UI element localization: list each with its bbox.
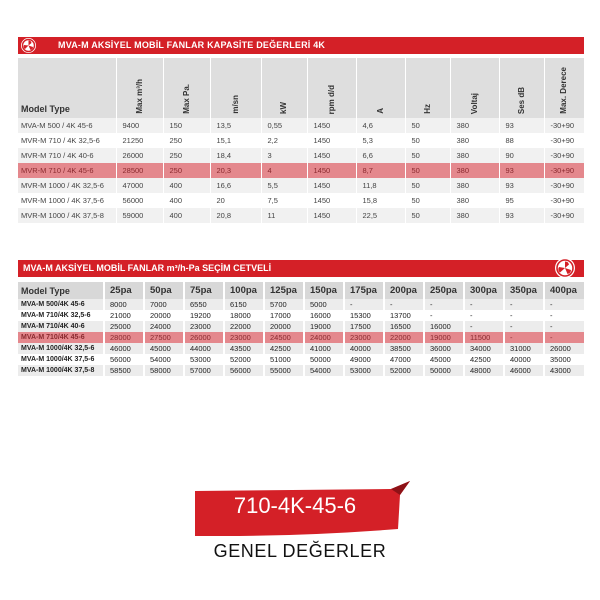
- column-header: [544, 58, 584, 118]
- value-cell: 44000: [184, 343, 224, 354]
- fan-logo-icon: [555, 258, 575, 278]
- value-cell: 24500: [264, 332, 304, 343]
- value-cell: 21250: [116, 133, 163, 148]
- value-cell: 7,5: [261, 193, 307, 208]
- column-header-label: Voltaj: [469, 92, 479, 114]
- value-cell: -: [464, 299, 504, 310]
- column-header: 75pa: [184, 282, 224, 299]
- value-cell: 17000: [264, 310, 304, 321]
- value-cell: 26000: [116, 148, 163, 163]
- value-cell: 24000: [304, 332, 344, 343]
- value-cell: 36000: [424, 343, 464, 354]
- value-cell: 88: [499, 133, 544, 148]
- table-row: [18, 299, 584, 310]
- value-cell: 55000: [264, 365, 304, 376]
- column-header: 150pa: [304, 282, 344, 299]
- value-cell: -: [344, 299, 384, 310]
- column-header-label: A: [375, 108, 385, 114]
- value-cell: 41000: [304, 343, 344, 354]
- value-cell: 46000: [504, 365, 544, 376]
- value-cell: 38500: [384, 343, 424, 354]
- value-cell: 380: [450, 148, 499, 163]
- model-cell: MVR-M 710 / 4K 32,5-6: [18, 133, 116, 148]
- value-cell: 380: [450, 133, 499, 148]
- value-cell: 150: [163, 118, 210, 133]
- value-cell: 4,6: [356, 118, 405, 133]
- value-cell: 27500: [144, 332, 184, 343]
- value-cell: 16000: [424, 321, 464, 332]
- table-row: [18, 310, 584, 321]
- table-row: [18, 193, 584, 208]
- value-cell: 47000: [116, 178, 163, 193]
- value-cell: -30+90: [544, 193, 584, 208]
- value-cell: 56000: [116, 193, 163, 208]
- value-cell: 380: [450, 208, 499, 223]
- value-cell: 13700: [384, 310, 424, 321]
- value-cell: -: [504, 310, 544, 321]
- value-cell: 20,3: [210, 163, 261, 178]
- column-header: [307, 58, 356, 118]
- value-cell: 8,7: [356, 163, 405, 178]
- value-cell: 380: [450, 118, 499, 133]
- value-cell: 5,3: [356, 133, 405, 148]
- table-row: [18, 321, 584, 332]
- capacity-table-title: MVA-M AKSİYEL MOBİL FANLAR KAPASİTE DEĞERLERİ 4K: [58, 40, 326, 50]
- value-cell: 400: [163, 193, 210, 208]
- model-cell: MVA-M 710/4K 45-6: [18, 332, 104, 343]
- value-cell: 380: [450, 163, 499, 178]
- value-cell: 45000: [144, 343, 184, 354]
- table-row-highlighted: [18, 163, 584, 178]
- value-cell: 25000: [104, 321, 144, 332]
- value-cell: 1450: [307, 178, 356, 193]
- value-cell: 1450: [307, 133, 356, 148]
- value-cell: -: [544, 332, 584, 343]
- value-cell: 31000: [504, 343, 544, 354]
- value-cell: 21000: [104, 310, 144, 321]
- value-cell: 22000: [384, 332, 424, 343]
- value-cell: 18000: [224, 310, 264, 321]
- value-cell: 1450: [307, 118, 356, 133]
- section-subtitle: GENEL DEĞERLER: [213, 541, 387, 561]
- column-header-model-type: Model Type: [18, 58, 116, 118]
- value-cell: 7000: [144, 299, 184, 310]
- value-cell: 40000: [504, 354, 544, 365]
- value-cell: 56000: [104, 354, 144, 365]
- value-cell: 49000: [344, 354, 384, 365]
- column-header: [210, 58, 261, 118]
- table-row-highlighted: [18, 332, 584, 343]
- value-cell: 20,8: [210, 208, 261, 223]
- value-cell: 43500: [224, 343, 264, 354]
- value-cell: 35000: [544, 354, 584, 365]
- value-cell: 2,2: [261, 133, 307, 148]
- column-header-label: Ses dB: [516, 86, 526, 114]
- column-header-label: Max. Derece: [559, 67, 569, 114]
- model-cell: MVR-M 1000 / 4K 32,5-6: [18, 178, 116, 193]
- model-cell: MVA-M 710/4K 40-6: [18, 321, 104, 332]
- value-cell: 1450: [307, 163, 356, 178]
- model-cell: MVA-M 1000/4K 37,5-6: [18, 354, 104, 365]
- value-cell: 16500: [384, 321, 424, 332]
- value-cell: 1450: [307, 148, 356, 163]
- value-cell: 23000: [224, 332, 264, 343]
- value-cell: 6150: [224, 299, 264, 310]
- value-cell: 46000: [104, 343, 144, 354]
- value-cell: 56000: [224, 365, 264, 376]
- value-cell: 23000: [184, 321, 224, 332]
- model-cell: MVA-M 500/4K 45-6: [18, 299, 104, 310]
- value-cell: -: [544, 321, 584, 332]
- value-cell: 3: [261, 148, 307, 163]
- value-cell: -30+90: [544, 163, 584, 178]
- model-cell: MVA-M 710/4K 32,5-6: [18, 310, 104, 321]
- value-cell: 28500: [116, 163, 163, 178]
- model-cell: MVR-M 1000 / 4K 37,5-8: [18, 208, 116, 223]
- value-cell: 8000: [104, 299, 144, 310]
- value-cell: 400: [163, 178, 210, 193]
- value-cell: 22,5: [356, 208, 405, 223]
- value-cell: 90: [499, 148, 544, 163]
- value-cell: 13,5: [210, 118, 261, 133]
- value-cell: 16000: [304, 310, 344, 321]
- value-cell: 16,6: [210, 178, 261, 193]
- value-cell: 15,1: [210, 133, 261, 148]
- column-header: [356, 58, 405, 118]
- value-cell: -: [424, 299, 464, 310]
- value-cell: 6,6: [356, 148, 405, 163]
- value-cell: -: [504, 321, 544, 332]
- value-cell: 20000: [264, 321, 304, 332]
- value-cell: -: [464, 321, 504, 332]
- column-header: [261, 58, 307, 118]
- value-cell: 50: [405, 133, 450, 148]
- column-header: [116, 58, 163, 118]
- value-cell: 51000: [264, 354, 304, 365]
- column-header: [163, 58, 210, 118]
- value-cell: 58500: [104, 365, 144, 376]
- value-cell: 57000: [184, 365, 224, 376]
- table-row: [18, 354, 584, 365]
- value-cell: 50: [405, 118, 450, 133]
- value-cell: 54000: [304, 365, 344, 376]
- column-header-label: rpm d/d: [326, 84, 336, 114]
- value-cell: 20: [210, 193, 261, 208]
- value-cell: 50: [405, 178, 450, 193]
- table-row: [18, 118, 584, 133]
- value-cell: -30+90: [544, 118, 584, 133]
- value-cell: 19000: [304, 321, 344, 332]
- value-cell: 380: [450, 193, 499, 208]
- value-cell: 11,8: [356, 178, 405, 193]
- value-cell: 18,4: [210, 148, 261, 163]
- value-cell: -: [504, 299, 544, 310]
- value-cell: -: [544, 299, 584, 310]
- value-cell: -: [424, 310, 464, 321]
- value-cell: 19200: [184, 310, 224, 321]
- column-header: 350pa: [504, 282, 544, 299]
- column-header-label: m/sn: [230, 95, 240, 114]
- column-header: [499, 58, 544, 118]
- value-cell: 22000: [224, 321, 264, 332]
- value-cell: 11500: [464, 332, 504, 343]
- value-cell: 93: [499, 118, 544, 133]
- value-cell: 28000: [104, 332, 144, 343]
- value-cell: 50000: [424, 365, 464, 376]
- value-cell: 59000: [116, 208, 163, 223]
- model-cell: MVA-M 1000/4K 32,5-6: [18, 343, 104, 354]
- column-header-model-type: Model Type: [18, 282, 104, 299]
- value-cell: 52000: [384, 365, 424, 376]
- value-cell: 15300: [344, 310, 384, 321]
- table-row: [18, 148, 584, 163]
- value-cell: 53000: [344, 365, 384, 376]
- table-row: [18, 208, 584, 223]
- column-header: 100pa: [224, 282, 264, 299]
- value-cell: 52000: [224, 354, 264, 365]
- value-cell: 50: [405, 193, 450, 208]
- value-cell: -: [504, 332, 544, 343]
- column-header: [405, 58, 450, 118]
- table-row: [18, 178, 584, 193]
- column-header-label: kW: [279, 102, 288, 114]
- value-cell: 20000: [144, 310, 184, 321]
- table-row: [18, 343, 584, 354]
- selection-table: [18, 282, 584, 376]
- column-header: [450, 58, 499, 118]
- value-cell: -: [464, 310, 504, 321]
- value-cell: 34000: [464, 343, 504, 354]
- model-cell: MVR-M 710 / 4K 45-6: [18, 163, 116, 178]
- value-cell: 95: [499, 193, 544, 208]
- value-cell: 26000: [184, 332, 224, 343]
- value-cell: 50000: [304, 354, 344, 365]
- value-cell: -30+90: [544, 208, 584, 223]
- value-cell: 250: [163, 148, 210, 163]
- value-cell: 40000: [344, 343, 384, 354]
- value-cell: -30+90: [544, 148, 584, 163]
- value-cell: 50: [405, 163, 450, 178]
- value-cell: 11: [261, 208, 307, 223]
- value-cell: 250: [163, 133, 210, 148]
- capacity-table: [18, 58, 584, 223]
- value-cell: 250: [163, 163, 210, 178]
- value-cell: 54000: [144, 354, 184, 365]
- value-cell: 9400: [116, 118, 163, 133]
- value-cell: 5700: [264, 299, 304, 310]
- column-header: 250pa: [424, 282, 464, 299]
- value-cell: -: [544, 310, 584, 321]
- value-cell: 23000: [344, 332, 384, 343]
- value-cell: -30+90: [544, 178, 584, 193]
- column-header-label: Max Pa.: [181, 84, 191, 114]
- value-cell: 48000: [464, 365, 504, 376]
- value-cell: 5,5: [261, 178, 307, 193]
- value-cell: 0,55: [261, 118, 307, 133]
- value-cell: -30+90: [544, 133, 584, 148]
- value-cell: 15,8: [356, 193, 405, 208]
- value-cell: -: [384, 299, 424, 310]
- value-cell: 50: [405, 208, 450, 223]
- value-cell: 24000: [144, 321, 184, 332]
- value-cell: 6550: [184, 299, 224, 310]
- value-cell: 1450: [307, 208, 356, 223]
- value-cell: 45000: [424, 354, 464, 365]
- table-row: [18, 365, 584, 376]
- value-cell: 19000: [424, 332, 464, 343]
- value-cell: 47000: [384, 354, 424, 365]
- value-cell: 26000: [544, 343, 584, 354]
- value-cell: 17500: [344, 321, 384, 332]
- column-header: 400pa: [544, 282, 584, 299]
- model-code: 710-4K-45-6: [233, 493, 357, 518]
- value-cell: 4: [261, 163, 307, 178]
- value-cell: 380: [450, 178, 499, 193]
- value-cell: 93: [499, 208, 544, 223]
- value-cell: 50: [405, 148, 450, 163]
- value-cell: 1450: [307, 193, 356, 208]
- column-header: 175pa: [344, 282, 384, 299]
- value-cell: 53000: [184, 354, 224, 365]
- column-header: 25pa: [104, 282, 144, 299]
- column-header: 50pa: [144, 282, 184, 299]
- table-row: [18, 133, 584, 148]
- column-header-label: Hz: [422, 104, 432, 114]
- column-header: 200pa: [384, 282, 424, 299]
- value-cell: 43000: [544, 365, 584, 376]
- value-cell: 93: [499, 163, 544, 178]
- selection-table-title: MVA-M AKSİYEL MOBİL FANLAR m³/h-Pa SEÇİM CETVELİ: [23, 263, 272, 273]
- fan-logo-icon: [21, 38, 36, 53]
- model-cell: MVA-M 500 / 4K 45-6: [18, 118, 116, 133]
- value-cell: 58000: [144, 365, 184, 376]
- model-cell: MVR-M 710 / 4K 40-6: [18, 148, 116, 163]
- value-cell: 5000: [304, 299, 344, 310]
- column-header: 125pa: [264, 282, 304, 299]
- model-cell: MVA-M 1000/4K 37,5-8: [18, 365, 104, 376]
- column-header: 300pa: [464, 282, 504, 299]
- value-cell: 400: [163, 208, 210, 223]
- value-cell: 42500: [464, 354, 504, 365]
- value-cell: 93: [499, 178, 544, 193]
- value-cell: 42500: [264, 343, 304, 354]
- model-cell: MVR-M 1000 / 4K 37,5-6: [18, 193, 116, 208]
- column-header-label: Max m³/h: [134, 79, 144, 114]
